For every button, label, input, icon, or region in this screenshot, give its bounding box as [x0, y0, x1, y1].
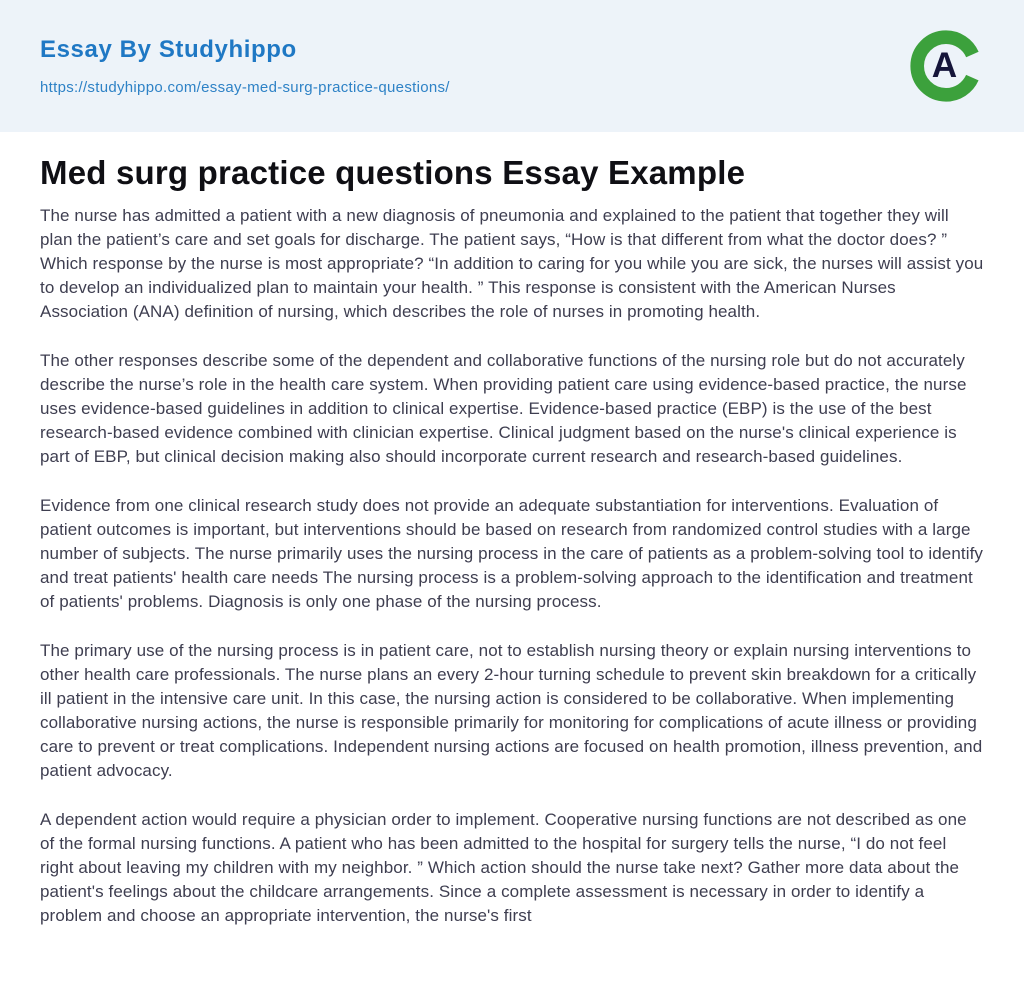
essay-paragraph-4: The primary use of the nursing process is in patient care, not to establish nursing theory or explain nursing interventions to other health care professionals. The nurse plans an every 2-hour turning schedule to prevent skin breakdown for a critically ill patient in the intensive care unit. In this case, the nursing action is considered to be collaborative. When implementing collaborative nursing actions, the nurse is responsible primarily for monitoring for complications of acute illness or providing care to prevent or treat complications. Independent nursing actions are focused on health promotion, illness prevention, and patient advocacy.: [40, 641, 983, 780]
essay-paragraph-3: Evidence from one clinical research study does not provide an adequate substantiation for interventions. Evaluation of patient outcomes is important, but interventions should be based on research from randomized control studies with a large number of subjects. The nurse primarily uses the nursing process in the care of patients as a problem-solving tool to identify and treat patients' health care needs The nursing process is a problem-solving approach to the identification and treatment of patients' problems. Diagnosis is only one phase of the nursing process.: [40, 496, 984, 611]
logo-letter: A: [931, 46, 958, 86]
essay-paragraph-2: The other responses describe some of the dependent and collaborative functions of the nursing role but do not accurately describe the nurse’s role in the health care system. When providing patient care using evidence-based practice, the nurse uses evidence-based guidelines in addition to clinical expertise. Evidence-based practice (EBP) is the use of the best research-based evidence combined with clinician expertise. Clinical judgment based on the nurse's clinical experience is part of EBP, but clinical decision making also should incorporate current research and research-based guidelines.: [40, 351, 967, 466]
site-title: Essay By Studyhippo: [40, 36, 297, 63]
essay-url-link[interactable]: https://studyhippo.com/essay-med-surg-practice-questions/: [40, 79, 450, 96]
studyhippo-logo-icon: [906, 26, 986, 106]
essay-title: Med surg practice questions Essay Example: [40, 154, 746, 191]
essay-paragraph-1: The nurse has admitted a patient with a new diagnosis of pneumonia and explained to the patient that together they will plan the patient’s care and set goals for discharge. The patient says, “How is that different from what the doctor does? ” Which response by the nurse is most appropriate? “In addition to caring for you while you are sick, the nurses will assist you to develop an individualized plan to maintain your health. ” This response is consistent with the American Nurses Association (ANA) definition of nursing, which describes the role of nurses in promoting health.: [40, 206, 984, 321]
essay-content: [0, 132, 1024, 928]
header-text-block: [40, 36, 450, 96]
studyhippo-logo: [906, 26, 986, 106]
page-header: [0, 0, 1024, 132]
essay-paragraph-5: A dependent action would require a physician order to implement. Cooperative nursing functions are not described as one of the formal nursing functions. A patient who has been admitted to the hospital for surgery tells the nurse, “I do not feel right about leaving my children with my neighbor. ” Which action should the nurse take next? Gather more data about the patient's feelings about the childcare arrangements. Since a complete assessment is necessary in order to identify a problem and choose an appropriate intervention, the nurse's first: [40, 810, 967, 925]
